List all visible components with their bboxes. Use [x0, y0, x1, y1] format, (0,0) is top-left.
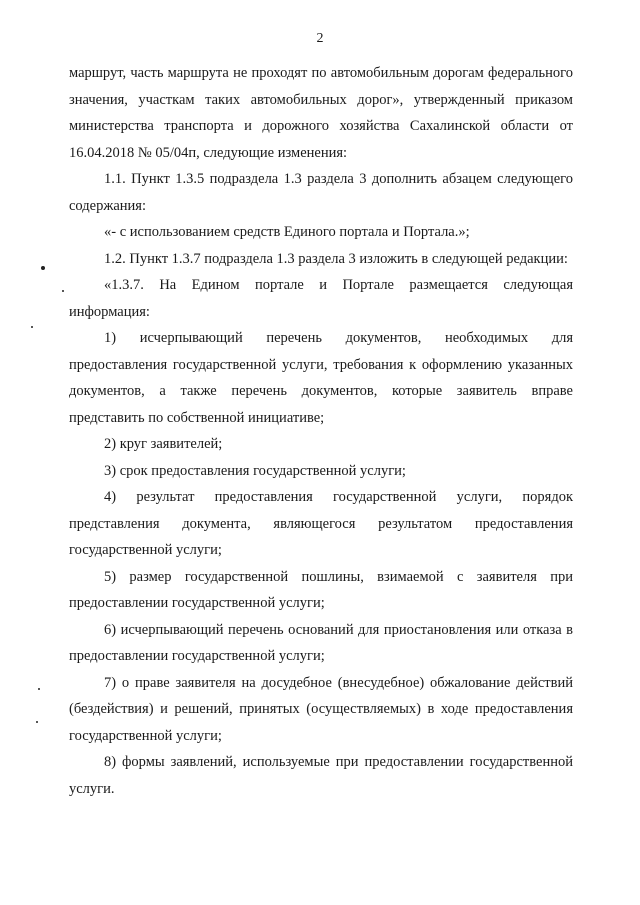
scan-speck	[62, 290, 64, 292]
paragraph-1-1: 1.1. Пункт 1.3.5 подраздела 1.3 раздела 3 дополнить абзацем следующего содержания:	[69, 171, 573, 214]
list-item-4: 4) результат предоставления государственной услуги, порядок представления документа, являющегося результатом предоставления государственной услуги;	[69, 489, 573, 558]
paragraph-1-2: 1.2. Пункт 1.3.7 подраздела 1.3 раздела 3 изложить в следующей редакции:	[104, 250, 568, 267]
list-item-1: 1) исчерпывающий перечень документов, необходимых для предоставления государственной услуги, требования к оформлению указанных документов, а также перечень документов, которые заявитель вправе представить по собственной инициативе;	[69, 330, 573, 426]
document-body	[69, 60, 573, 802]
list-item-6: 6) исчерпывающий перечень оснований для приостановления или отказа в предоставлении государственной услуги;	[69, 621, 573, 664]
scan-speck	[38, 688, 40, 690]
scan-speck	[36, 721, 38, 723]
list-item-8: 8) формы заявлений, используемые при предоставлении государственной услуги.	[69, 754, 573, 797]
paragraph-1-1-quote: «- с использованием средств Единого портала и Портала.»;	[104, 224, 470, 240]
scan-speck	[31, 326, 33, 328]
list-item-3: 3) срок предоставления государственной услуги;	[104, 462, 406, 479]
paragraph-intro: маршрут, часть маршрута не проходят по автомобильным дорогам федерального значения, участкам таких автомобильных дорог», утвержденный приказом министерства транспорта и дорожного хозяйства Сахалинской области от 16.04.2018 № 05/04п, следующие изменения:	[69, 65, 573, 161]
page-number: 2	[316, 31, 324, 46]
scan-speck	[41, 266, 45, 270]
list-item-2: 2) круг заявителей;	[104, 436, 223, 452]
paragraph-1-3-7: «1.3.7. На Едином портале и Портале размещается следующая информация:	[69, 277, 573, 320]
list-item-7: 7) о праве заявителя на досудебное (внесудебное) обжалование действий (бездействия) и решений, принятых (осуществляемых) в ходе предоставления государственной услуги;	[69, 674, 573, 744]
list-item-5: 5) размер государственной пошлины, взимаемой с заявителя при предоставлении государственной услуги;	[69, 568, 573, 611]
